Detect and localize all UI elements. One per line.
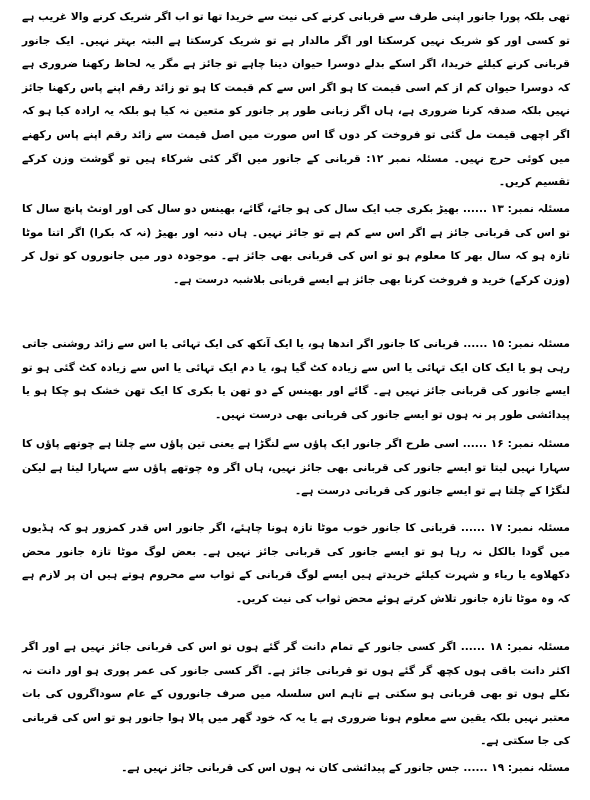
masala-number-label: مسئلہ نمبر: ۱۹ [491,762,570,774]
masala-17-paragraph [22,517,570,611]
paragraph-separator: ...... [458,203,487,215]
masala-number-label: مسئلہ نمبر: ۱۳ [490,203,570,215]
paragraph-text: بھیڑ بکری جب ایک سال کی ہو جائے، گائے، بھینس دو سال کی اور اونٹ پانچ سال کا تو اس کی قربانی جائز ہے اگر اس سے کم ہے تو جائز نہیں۔ ہاں دنبہ اور بھیڑ (نہ کہ بکرا) اگر اتنا موٹا تازہ ہو کہ سال بھر کا معلوم ہو تو اس کی قربانی بھی جائز ہے۔ موجودہ دور میں جانوروں کو تول کر (وزن کرکے) خرید و فروخت کرنا بھی جائز ہے ایسے قربانی بلاشبہ درست ہے۔ [22,203,570,286]
paragraph-separator: ...... [459,338,488,350]
masala-number-label: مسئلہ نمبر: ۱۶ [490,438,570,450]
paragraph-text: قربانی کا جانور اگر اندھا ہو، یا ایک آنکھ کی ایک تہائی یا اس سے زائد روشنی جاتی رہی ہو یا ایک کان ایک تہائی یا اس سے زیادہ کٹ گیا ہو، یا دم ایک تہائی یا اس سے زیادہ کٹ گئی ہو تو ایسے جانور کی قربانی جائز نہیں ہے۔ گائے اور بھینس کے دو تھن یا بکری کا ایک تھن خشک ہو چکا ہو یا پیدائشی طور پر نہ ہوں تو ایسے جانور کی قربانی بھی درست نہیں۔ [22,338,570,421]
masala-number-label: مسئلہ نمبر: ۱۸ [489,641,570,653]
paragraph-text: اسی طرح اگر جانور ایک پاؤں سے لنگڑا ہے یعنی تین پاؤں سے چلتا ہے چوتھے پاؤں کا سہارا نہیں لیتا تو ایسے جانور کی قربانی بھی جائز نہیں، ہاں اگر وہ چوتھے پاؤں سے سہارا لیتا ہے لیکن لنگڑا کے چلتا ہے تو ایسے جانور کی قربانی درست ہے۔ [22,438,570,498]
paragraph-text: تھی بلکہ پورا جانور اپنی طرف سے قربانی کرنے کی نیت سے خریدا تھا تو اب اگر شریک کرنے والا غریب ہے تو کسی اور کو شریک نہیں کرسکتا اور اگر مالدار ہے تو شریک کرسکتا ہے البتہ بہتر نہیں۔ ایک جانور قربانی کرنے کیلئے خریدا، اگر اسکے بدلے دوسرا حیوان دینا چاہے تو جائز ہے مگر یہ لحاظ رکھنا ضروری ہے کہ دوسرا حیوان کم از کم اسی قیمت کا ہو اگر اس سے کم قیمت کا ہو تو زائد رقم اپنے پاس رکھنا جائز نہیں بلکہ صدقہ کرنا ضروری ہے، ہاں اگر زبانی طور پر جانور کو متعین نہ کیا ہو بلکہ یہ ارادہ کیا ہو کہ اگر اچھی قیمت مل گئی تو فروخت کر دوں گا اس صورت میں اصل قیمت سے زائد رقم اپنے پاس رکھنے میں کوئی حرج نہیں۔ مسئلہ نمبر ۱۲: قربانی کے جانور میں اگر کئی شرکاء ہیں تو گوشت وزن کرکے تقسیم کریں۔ [22,11,571,189]
paragraph-text: اگر کسی جانور کے تمام دانت گر گئے ہوں تو اس کی قربانی جائز نہیں ہے اور اگر اکثر دانت باقی ہوں کچھ گر گئے ہوں تو قربانی جائز ہے۔ اگر کسی جانور کی عمر پوری ہو اور دانت نہ نکلے ہوں تو بھی قربانی ہو سکتی ہے تاہم اس سلسلہ میں صرف جانوروں کے عام سوداگروں کی بات معتبر نہیں بلکہ یقین سے معلوم ہونا ضروری ہے یا یہ کہ خود گھر میں پالا ہوا جانور ہو تو اس کی قربانی کی جا سکتی ہے۔ [22,641,570,748]
masala-number-label: مسئلہ نمبر: ۱۵ [491,338,570,350]
masala-19-paragraph [22,757,570,781]
paragraph-separator: ...... [456,641,485,653]
masala-16-paragraph [22,433,570,504]
masala-15-paragraph [22,333,570,427]
paragraph-continuation [22,6,570,195]
paragraph-text: قربانی کا جانور خوب موٹا تازہ ہونا چاہئے، اگر جانور اس قدر کمزور ہو کہ ہڈیوں میں گودا بالکل نہ رہا ہو تو ایسے جانور کی قربانی جائز نہیں ہے۔ بعض لوگ موٹا تازہ جانور محض دکھلاوے یا ریاء و شہرت کیلئے خریدتے ہیں ایسے لوگ قربانی کے ثواب سے محروم ہوتے ہیں ان پر لازم ہے کہ وہ موٹا تازہ جانور تلاش کرتے ہوئے محض ثواب کی نیت کریں۔ [22,522,570,605]
paragraph-separator: ...... [458,438,487,450]
masala-number-label: مسئلہ نمبر: ۱۷ [489,522,570,534]
paragraph-separator: ...... [459,762,488,774]
paragraph-text: جس جانور کے پیدائشی کان نہ ہوں اس کی قربانی جائز نہیں ہے۔ [121,762,460,774]
masala-18-paragraph [22,636,570,754]
paragraph-separator: ...... [456,522,485,534]
masala-13-paragraph [22,198,570,292]
